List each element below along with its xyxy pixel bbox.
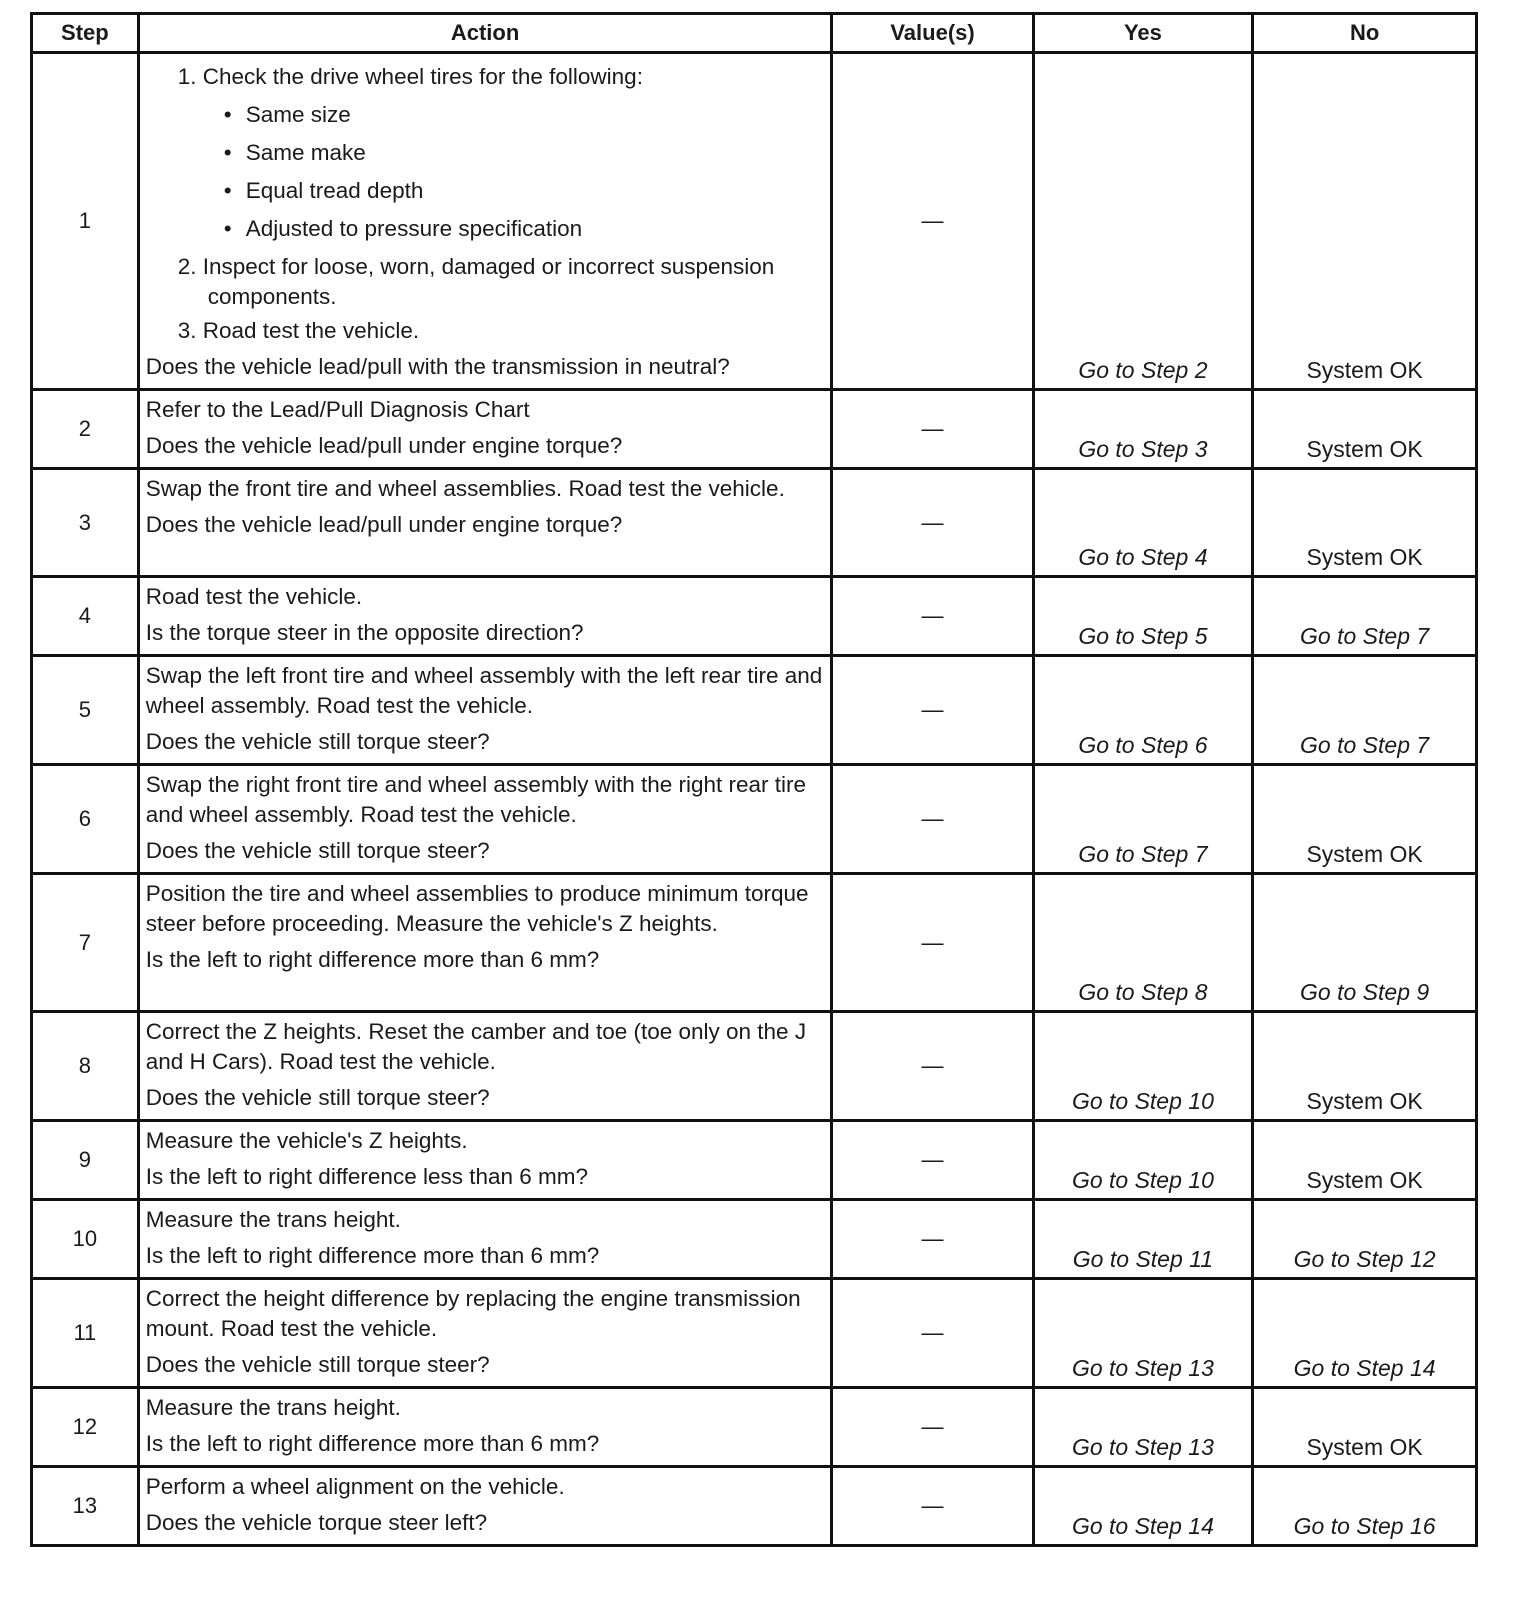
yes-cell [1033,1121,1253,1200]
no-link: Go to Step 9 [1300,979,1430,1005]
step-number: 2 [32,390,139,469]
yes-cell [1033,874,1253,1012]
bullet-icon: • [223,140,232,165]
sub-item-text: Same size [245,102,351,127]
table-row [32,1467,1477,1546]
table-row [32,577,1477,656]
yes-link: Go to Step 7 [1078,841,1208,867]
yes-link: Go to Step 14 [1071,1513,1214,1539]
bullet-icon: • [223,178,232,203]
table-row [32,1388,1477,1467]
action-item: 3. Road test the vehicle. [177,318,420,343]
step-number: 9 [32,1121,139,1200]
table-row [32,1121,1477,1200]
action-list-cont [146,252,825,346]
table-row [32,1200,1477,1279]
no-cell [1253,577,1477,656]
step-number: 13 [32,1467,139,1546]
action-text: Road test the vehicle. [145,584,363,609]
action-text: Position the tire and wheel assemblies to produce minimum torque steer before proceeding. Measure the vehicle's Z heights. [145,881,809,936]
value-cell: — [832,656,1033,765]
table-row [32,469,1477,577]
action-text: Measure the trans height. [145,1395,401,1420]
header-values: Value(s) [832,14,1033,53]
action-cell [138,1467,832,1546]
action-text: Swap the right front tire and wheel assembly with the right rear tire and wheel assembly. Road test the vehicle. [145,772,807,827]
yes-link: Go to Step 8 [1078,979,1208,1005]
no-link: System OK [1306,1167,1423,1193]
action-cell [138,765,832,874]
action-item: 2. Inspect for loose, worn, damaged or incorrect suspension components. [177,254,775,309]
no-link: Go to Step 7 [1300,732,1430,758]
action-cell [138,577,832,656]
no-link: System OK [1306,1434,1423,1460]
question-text: Does the vehicle lead/pull with the transmission in neutral? [145,354,730,379]
no-cell [1253,1121,1477,1200]
yes-link: Go to Step 5 [1078,623,1208,649]
sub-item [146,176,825,206]
table-row [32,1012,1477,1121]
question-text: Does the vehicle torque steer left? [145,1510,488,1535]
action-cell [138,1200,832,1279]
value-cell: — [832,53,1033,390]
table-row [32,53,1477,390]
yes-cell [1033,1467,1253,1546]
yes-link: Go to Step 13 [1071,1355,1214,1381]
question-text: Is the left to right difference more than 6 mm? [145,947,600,972]
action-cell [138,53,832,390]
no-link: System OK [1306,841,1423,867]
action-text: Correct the height difference by replacing the engine transmission mount. Road test the vehicle. [145,1286,801,1341]
question-text: Does the vehicle still torque steer? [145,729,490,754]
question-text: Does the vehicle still torque steer? [145,1085,490,1110]
no-link: Go to Step 16 [1293,1513,1436,1539]
action-cell [138,469,832,577]
step-number: 8 [32,1012,139,1121]
step-number: 6 [32,765,139,874]
yes-link: Go to Step 4 [1078,544,1208,570]
yes-link: Go to Step 3 [1078,436,1208,462]
action-cell [138,1012,832,1121]
action-sublist [146,100,825,244]
value-cell: — [832,1388,1033,1467]
question-text: Is the torque steer in the opposite direction? [145,620,584,645]
step-number: 12 [32,1388,139,1467]
header-action: Action [138,14,832,53]
header-step: Step [32,14,139,53]
step-number: 3 [32,469,139,577]
value-cell: — [832,765,1033,874]
bullet-icon: • [223,216,232,241]
table-row [32,656,1477,765]
value-cell: — [832,1279,1033,1388]
no-link: Go to Step 12 [1293,1246,1436,1272]
no-link: System OK [1306,357,1423,383]
no-cell [1253,874,1477,1012]
value-cell: — [832,469,1033,577]
yes-link: Go to Step 10 [1071,1167,1214,1193]
value-cell: — [832,1012,1033,1121]
no-cell [1253,1012,1477,1121]
no-cell [1253,53,1477,390]
action-text: Swap the left front tire and wheel assembly with the left rear tire and wheel assembly. Road test the vehicle. [145,663,823,718]
step-number: 4 [32,577,139,656]
yes-cell [1033,1388,1253,1467]
step-number: 7 [32,874,139,1012]
sub-item-text: Equal tread depth [245,178,424,203]
question-text: Does the vehicle still torque steer? [145,838,490,863]
action-text: Refer to the Lead/Pull Diagnosis Chart [145,397,530,422]
diagnosis-table [30,12,1478,1547]
no-cell [1253,1467,1477,1546]
question-text: Does the vehicle still torque steer? [145,1352,490,1377]
action-text: Swap the front tire and wheel assemblies. Road test the vehicle. [145,476,785,501]
yes-link: Go to Step 10 [1071,1088,1214,1114]
sub-item-text: Adjusted to pressure specification [245,216,583,241]
table-row [32,874,1477,1012]
step-number: 5 [32,656,139,765]
yes-cell [1033,765,1253,874]
action-text: Correct the Z heights. Reset the camber and toe (toe only on the J and H Cars). Road test the vehicle. [145,1019,807,1074]
question-text: Does the vehicle lead/pull under engine torque? [145,433,623,458]
no-link: Go to Step 14 [1293,1355,1436,1381]
yes-link: Go to Step 13 [1071,1434,1214,1460]
question-text: Is the left to right difference more than 6 mm? [145,1243,600,1268]
value-cell: — [832,390,1033,469]
sub-item [146,138,825,168]
no-cell [1253,1388,1477,1467]
value-cell: — [832,577,1033,656]
sub-item-text: Same make [245,140,366,165]
sub-item [146,214,825,244]
question-text: Is the left to right difference less than 6 mm? [145,1164,589,1189]
header-yes: Yes [1033,14,1253,53]
value-cell: — [832,874,1033,1012]
yes-cell [1033,1200,1253,1279]
no-link: System OK [1306,436,1423,462]
header-no: No [1253,14,1477,53]
action-text: Measure the vehicle's Z heights. [145,1128,468,1153]
yes-cell [1033,1012,1253,1121]
yes-cell [1033,1279,1253,1388]
table-row [32,390,1477,469]
bullet-icon: • [223,102,232,127]
yes-link: Go to Step 6 [1078,732,1208,758]
no-cell [1253,765,1477,874]
step-number: 11 [32,1279,139,1388]
action-list [146,62,825,92]
yes-link: Go to Step 2 [1078,357,1208,383]
step-number: 10 [32,1200,139,1279]
action-cell [138,1279,832,1388]
step-number: 1 [32,53,139,390]
action-cell [138,874,832,1012]
yes-cell [1033,390,1253,469]
value-cell: — [832,1467,1033,1546]
action-cell [138,1388,832,1467]
question-text: Is the left to right difference more than 6 mm? [145,1431,600,1456]
yes-cell [1033,469,1253,577]
no-link: System OK [1306,544,1423,570]
header-row [32,14,1477,53]
no-cell [1253,1279,1477,1388]
action-cell [138,656,832,765]
no-cell [1253,390,1477,469]
no-cell [1253,656,1477,765]
yes-cell [1033,656,1253,765]
no-link: System OK [1306,1088,1423,1114]
question-text: Does the vehicle lead/pull under engine torque? [145,512,623,537]
action-text: Measure the trans height. [145,1207,401,1232]
sub-item [146,100,825,130]
table-row [32,765,1477,874]
action-item: 1. Check the drive wheel tires for the following: [177,64,643,89]
value-cell: — [832,1121,1033,1200]
no-link: Go to Step 7 [1300,623,1430,649]
no-cell [1253,469,1477,577]
yes-cell [1033,577,1253,656]
no-cell [1253,1200,1477,1279]
value-cell: — [832,1200,1033,1279]
action-cell [138,390,832,469]
yes-cell [1033,53,1253,390]
table-row [32,1279,1477,1388]
action-text: Perform a wheel alignment on the vehicle. [145,1474,565,1499]
table-body [32,53,1477,1546]
yes-link: Go to Step 11 [1072,1246,1214,1272]
action-cell [138,1121,832,1200]
